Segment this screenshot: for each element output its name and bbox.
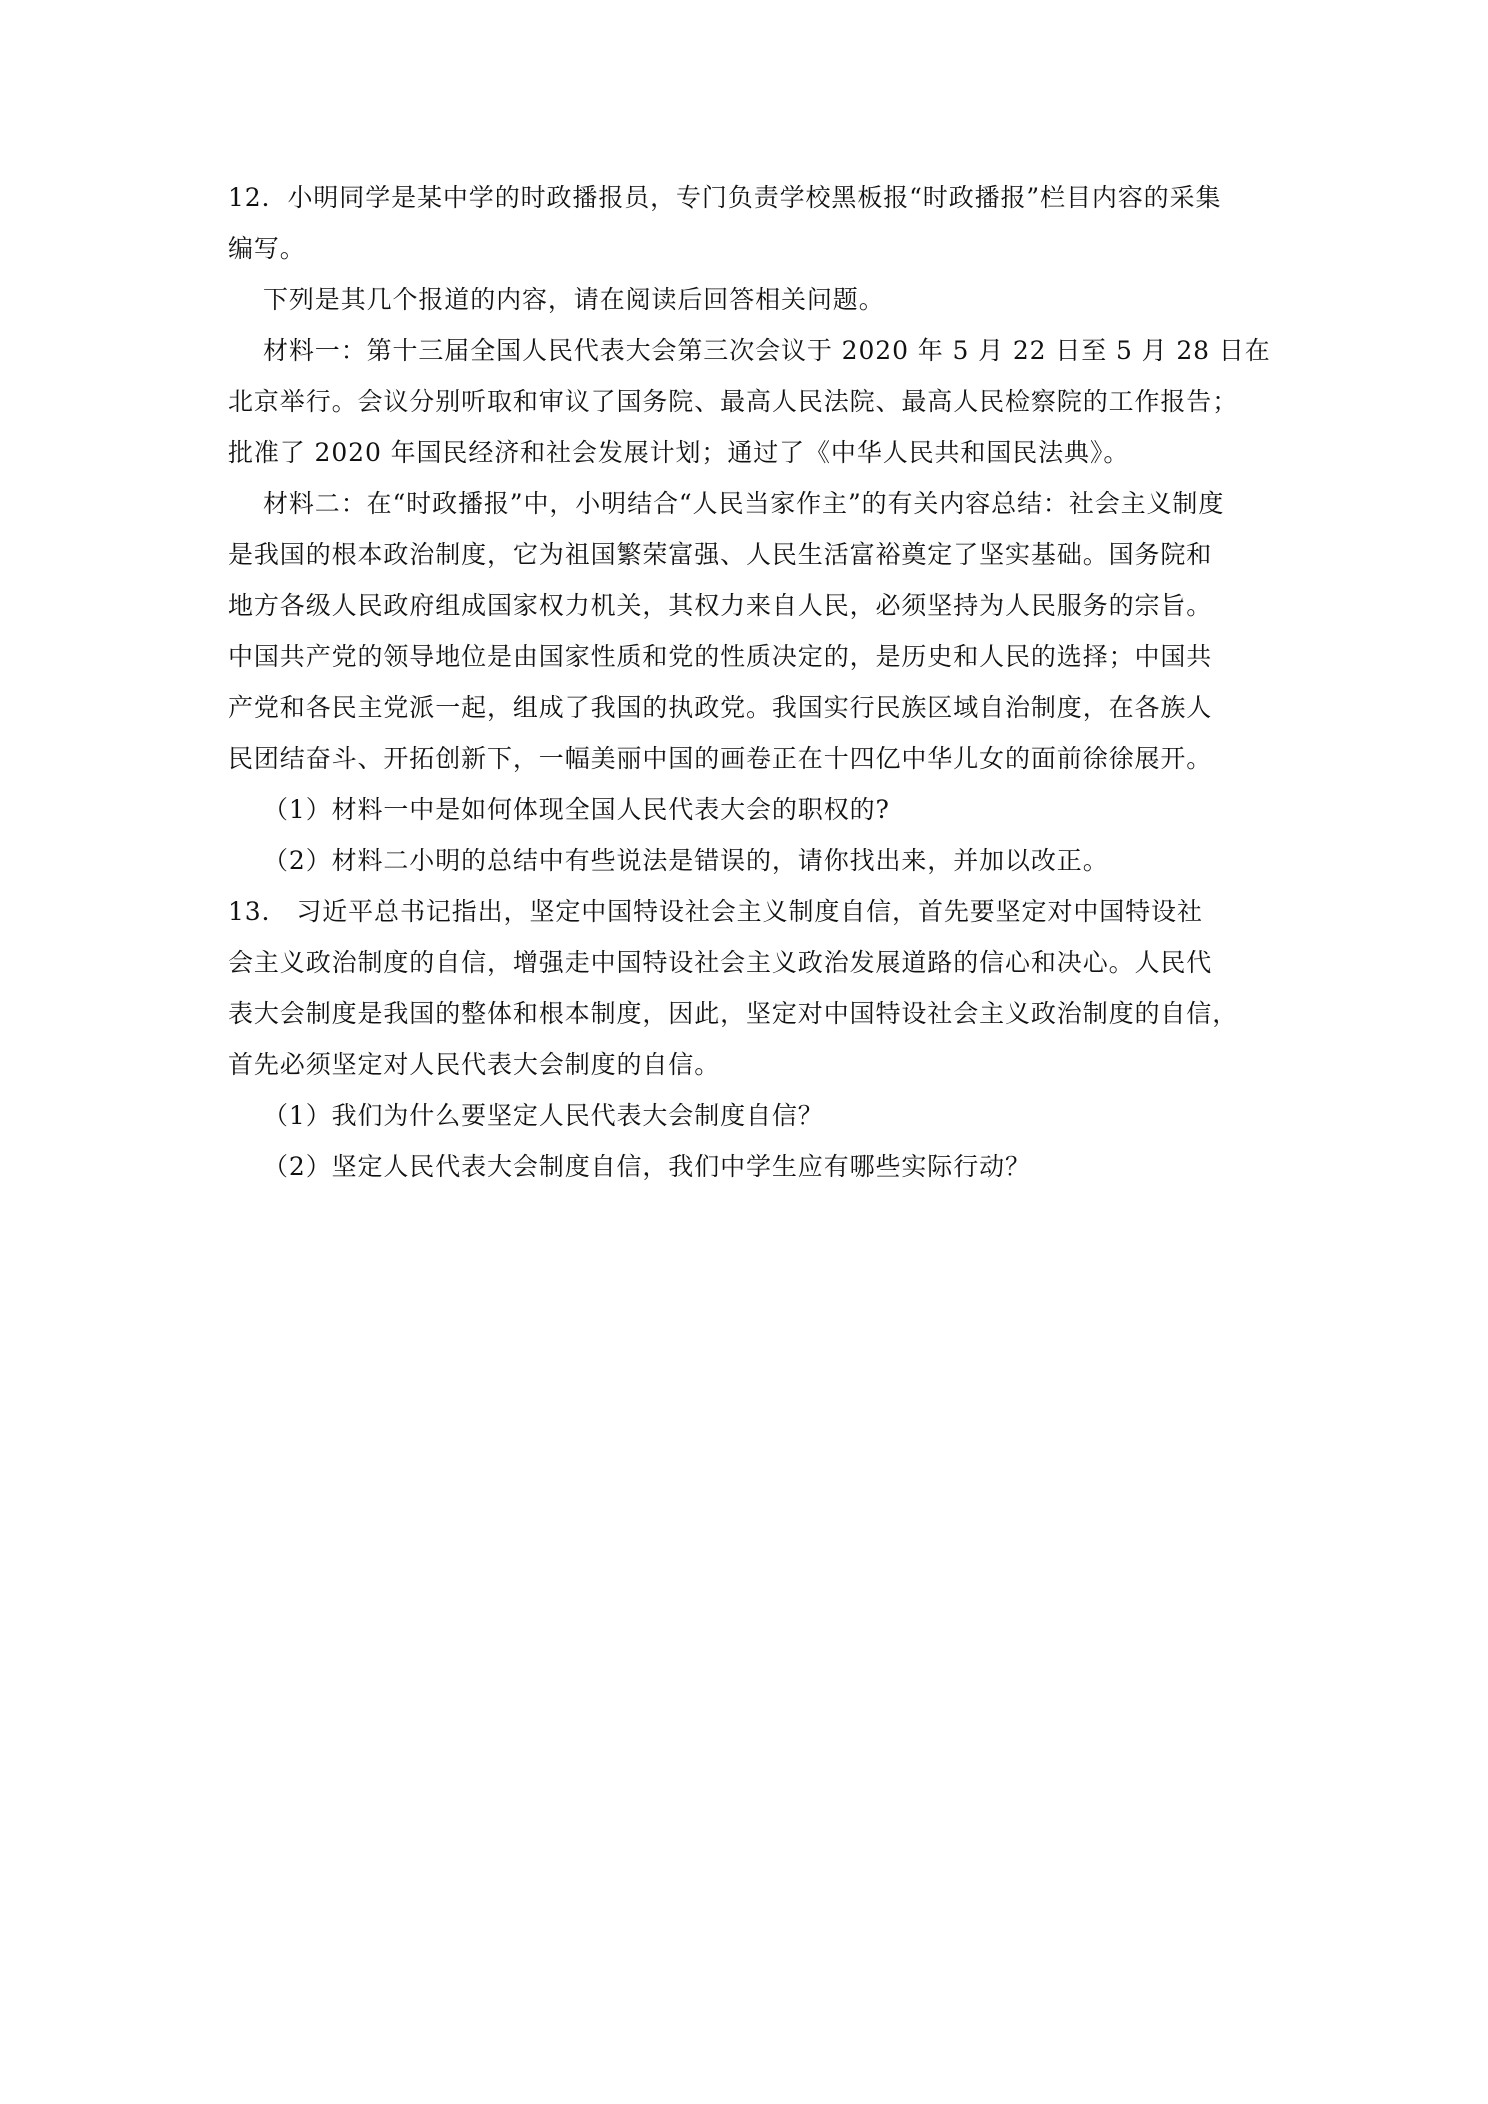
question-13 [228, 886, 1268, 1192]
question-12-intro: 下列是其几个报道的内容，请在阅读后回答相关问题。 [263, 285, 885, 314]
question-12-stem-line-2: 编写。 [228, 234, 306, 263]
question-13-stem-line-4: 首先必须坚定对人民代表大会制度的自信。 [228, 1050, 721, 1079]
material-2-line-1: 材料二：在“时政播报”中，小明结合“人民当家作主”的有关内容总结：社会主义制度 [263, 489, 1225, 518]
material-2-line-2: 是我国的根本政治制度，它为祖国繁荣富强、人民生活富裕奠定了坚实基础。国务院和 [228, 540, 1213, 569]
material-1-line-2: 北京举行。会议分别听取和审议了国务院、最高人民法院、最高人民检察院的工作报告； [228, 387, 1239, 416]
question-12-stem-line-1: 12．小明同学是某中学的时政播报员，专门负责学校黑板报“时政播报”栏目内容的采集 [228, 183, 1222, 212]
document-page [228, 172, 1271, 1192]
question-12-sub-2: （2）材料二小明的总结中有些说法是错误的，请你找出来，并加以改正。 [263, 846, 1109, 875]
material-2-line-5: 产党和各民主党派一起，组成了我国的执政党。我国实行民族区域自治制度，在各族人 [228, 693, 1213, 722]
material-1-line-3: 批准了 2020 年国民经济和社会发展计划；通过了《中华人民共和国民法典》。 [228, 438, 1130, 467]
question-13-stem-line-2: 会主义政治制度的自信，增强走中国特设社会主义政治发展道路的信心和决心。人民代 [228, 948, 1213, 977]
question-12 [228, 172, 1271, 886]
material-2-line-4: 中国共产党的领导地位是由国家性质和党的性质决定的，是历史和人民的选择；中国共 [228, 642, 1213, 671]
material-2-line-6: 民团结奋斗、开拓创新下，一幅美丽中国的画卷正在十四亿中华儿女的面前徐徐展开。 [228, 744, 1213, 773]
question-13-sub-1: （1）我们为什么要坚定人民代表大会制度自信？ [263, 1101, 824, 1130]
question-13-stem-line-1: 13． 习近平总书记指出，坚定中国特设社会主义制度自信，首先要坚定对中国特设社 [228, 897, 1203, 926]
material-2-line-3: 地方各级人民政府组成国家权力机关，其权力来自人民，必须坚持为人民服务的宗旨。 [228, 591, 1213, 620]
question-13-stem-line-3: 表大会制度是我国的整体和根本制度，因此，坚定对中国特设社会主义政治制度的自信， [228, 999, 1239, 1028]
material-1-line-1: 材料一：第十三届全国人民代表大会第三次会议于 2020 年 5 月 22 日至 5 月 28 日在 [263, 336, 1271, 365]
question-13-sub-2: （2）坚定人民代表大会制度自信，我们中学生应有哪些实际行动？ [263, 1152, 1031, 1181]
question-12-sub-1: （1）材料一中是如何体现全国人民代表大会的职权的? [263, 795, 890, 824]
